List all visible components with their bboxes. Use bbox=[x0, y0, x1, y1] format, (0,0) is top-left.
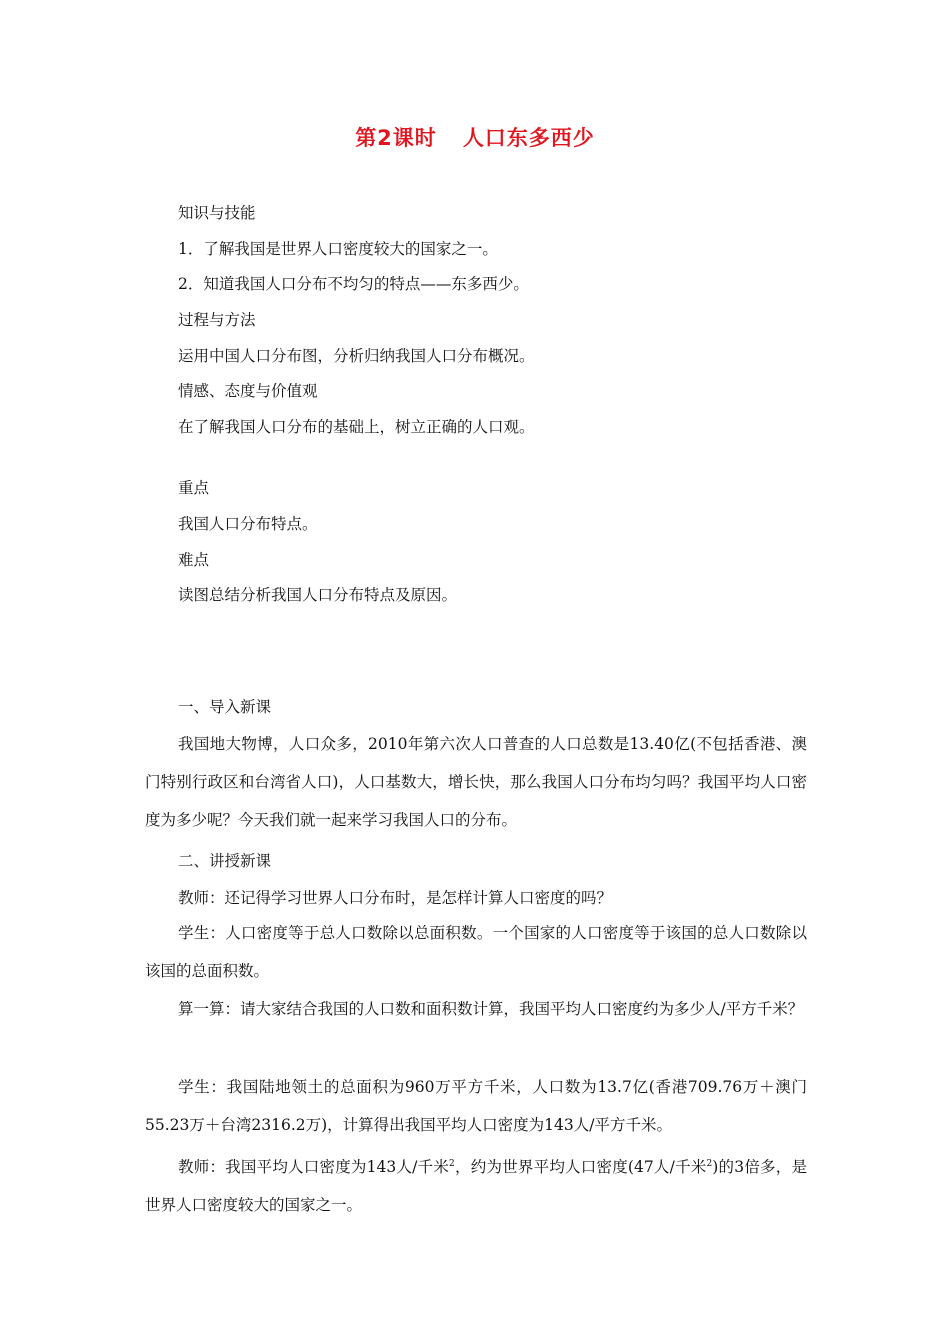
intro-paragraph: 我国地大物博，人口众多，2010年第六次人口普查的人口总数是13.40亿(不包括香港、澳门特别行政区和台湾省人口)，人口基数大，增长快，那么我国人口分布均匀吗？我国平均人口密度为多少呢？今天我们就一起来学习我国人口的分布。 bbox=[145, 735, 807, 829]
process-heading: 过程与方法 bbox=[178, 311, 256, 329]
teacher-answer-text-2: ，约为世界平均人口密度(47人/千米 bbox=[454, 1158, 707, 1177]
key-point-text: 我国人口分布特点。 bbox=[178, 515, 318, 533]
teacher-answer-text-3: )的3倍多，是世界人口密度较大的国家之一。 bbox=[145, 1158, 807, 1215]
difficulty-text: 读图总结分析我国人口分布特点及原因。 bbox=[178, 586, 458, 604]
teacher-answer-2 bbox=[145, 1145, 807, 1224]
superscript-2: 2 bbox=[706, 1159, 713, 1169]
student-answer-2: 学生：我国陆地领土的总面积为960万平方千米，人口数为13.7亿(香港709.76万＋澳门55.23万＋台湾2316.2万)，计算得出我国平均人口密度为143人/平方千米。 bbox=[145, 1078, 807, 1134]
process-text: 运用中国人口分布图，分析归纳我国人口分布概况。 bbox=[178, 347, 535, 365]
emotion-heading: 情感、态度与价值观 bbox=[178, 382, 318, 400]
lesson-number: 第2课时 bbox=[355, 126, 437, 150]
teacher-question: 教师：还记得学习世界人口分布时，是怎样计算人口密度的吗？ bbox=[178, 889, 613, 907]
key-point-heading: 重点 bbox=[178, 479, 210, 497]
emotion-text: 在了解我国人口分布的基础上，树立正确的人口观。 bbox=[178, 418, 535, 436]
page-title bbox=[0, 122, 950, 152]
lesson-topic: 人口东多西少 bbox=[462, 126, 595, 150]
teacher-answer-text-1: 教师：我国平均人口密度为143人/千米 bbox=[178, 1158, 450, 1177]
difficulty-heading: 难点 bbox=[178, 551, 210, 569]
knowledge-heading: 知识与技能 bbox=[178, 204, 256, 222]
superscript-1: 2 bbox=[449, 1159, 455, 1169]
intro-heading: 一、导入新课 bbox=[178, 698, 272, 716]
teaching-heading: 二、讲授新课 bbox=[178, 852, 272, 870]
calculation-prompt: 算一算：请大家结合我国的人口数和面积数计算，我国平均人口密度约为多少人/平方千米？ bbox=[178, 1000, 804, 1018]
knowledge-item-1: 1．了解我国是世界人口密度较大的国家之一。 bbox=[178, 240, 498, 258]
student-answer-1: 学生：人口密度等于总人口数除以总面积数。一个国家的人口密度等于该国的总人口数除以该国的总面积数。 bbox=[145, 924, 807, 980]
knowledge-item-2: 2．知道我国人口分布不均匀的特点——东多西少。 bbox=[178, 275, 529, 293]
